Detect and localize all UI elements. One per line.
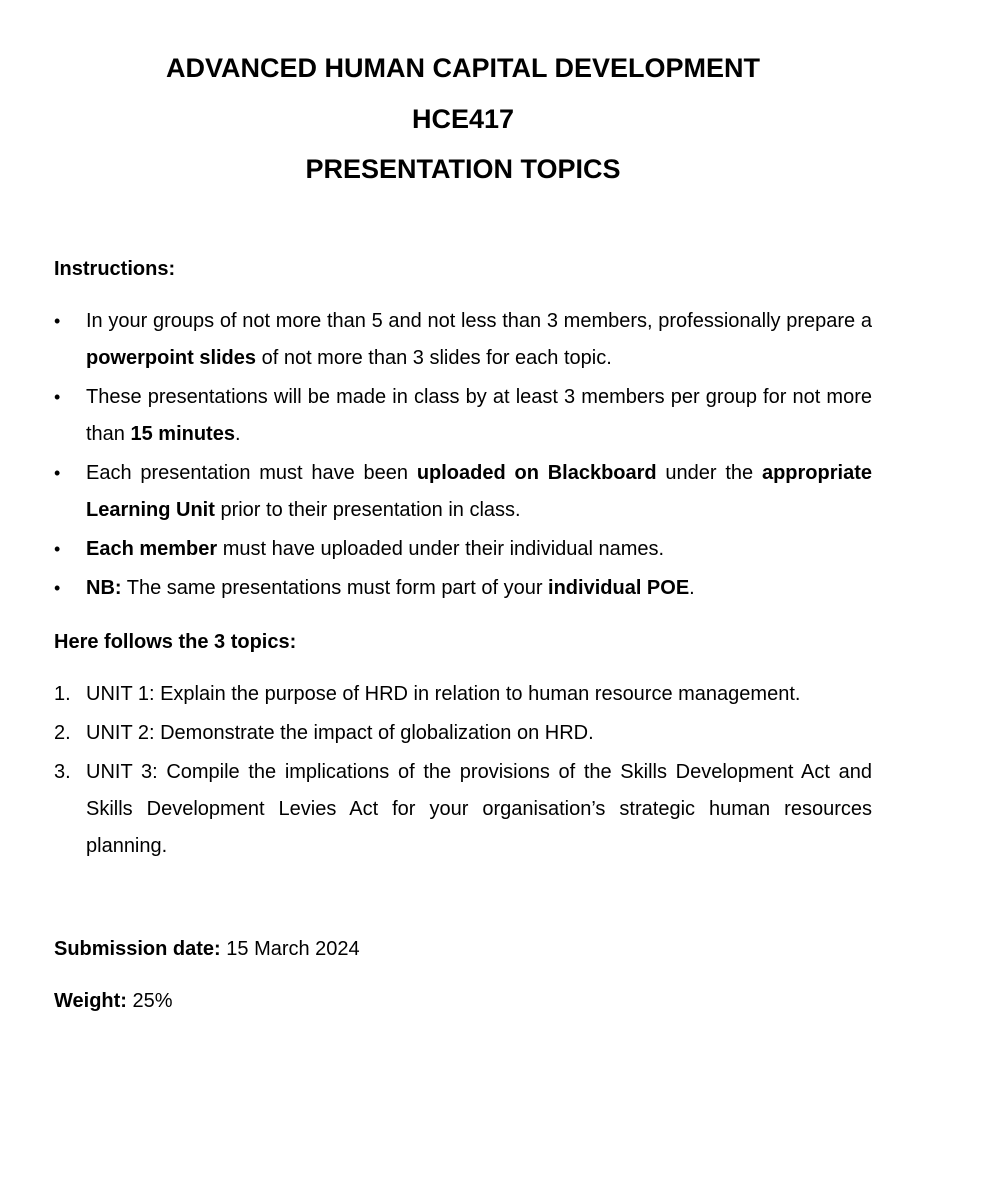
weight-label: Weight: [54, 990, 127, 1012]
topic-item [54, 715, 872, 752]
instruction-item: • NB: The same presentations must form part of your individual POE. [54, 570, 872, 607]
instruction-item: • These presentations will be made in class by at least 3 members per group for not more than 15 minutes. [54, 379, 872, 453]
bullet-icon: • [54, 463, 61, 483]
topic-number: 3. [54, 761, 71, 783]
bullet-icon: • [54, 578, 61, 598]
topic-number: 1. [54, 683, 71, 705]
weight-value: 25% [126, 990, 173, 1012]
instruction-item: • Each member must have uploaded under their individual names. [54, 531, 872, 568]
bullet-icon: • [54, 311, 61, 331]
bullet-icon: • [54, 539, 61, 559]
instructions-heading: Instructions: [54, 258, 176, 280]
submission-date [54, 936, 360, 962]
document-title: ADVANCED HUMAN CAPITAL DEVELOPMENT [165, 53, 760, 83]
topics-heading: Here follows the 3 topics: [54, 631, 297, 653]
weight [54, 988, 173, 1014]
instructions-list [54, 303, 872, 609]
course-code: HCE417 [411, 104, 515, 134]
topic-item [54, 676, 872, 713]
bullet-icon: • [54, 387, 61, 407]
topic-text: UNIT 2: Demonstrate the impact of globalization on HRD. [86, 722, 594, 744]
submission-date-label: Submission date: [54, 938, 221, 960]
instruction-item: • In your groups of not more than 5 and not less than 3 members, professionally prepare a powerpoint slides of not more than 3 slides for each topic. [54, 303, 872, 377]
document-subtitle: PRESENTATION TOPICS [305, 154, 621, 184]
topic-number: 2. [54, 722, 71, 744]
topic-text: UNIT 1: Explain the purpose of HRD in relation to human resource management. [86, 683, 801, 705]
submission-date-value: 15 March 2024 [220, 938, 360, 960]
instruction-item: • Each presentation must have been uploaded on Blackboard under the appropriate Learning Unit prior to their presentation in class. [54, 455, 872, 529]
topics-list [54, 676, 872, 867]
topic-item [54, 754, 872, 865]
topic-text: UNIT 3: Compile the implications of the provisions of the Skills Development Act and Skills Development Levies Act for your organisation’s strategic human resources planning. [86, 761, 872, 857]
